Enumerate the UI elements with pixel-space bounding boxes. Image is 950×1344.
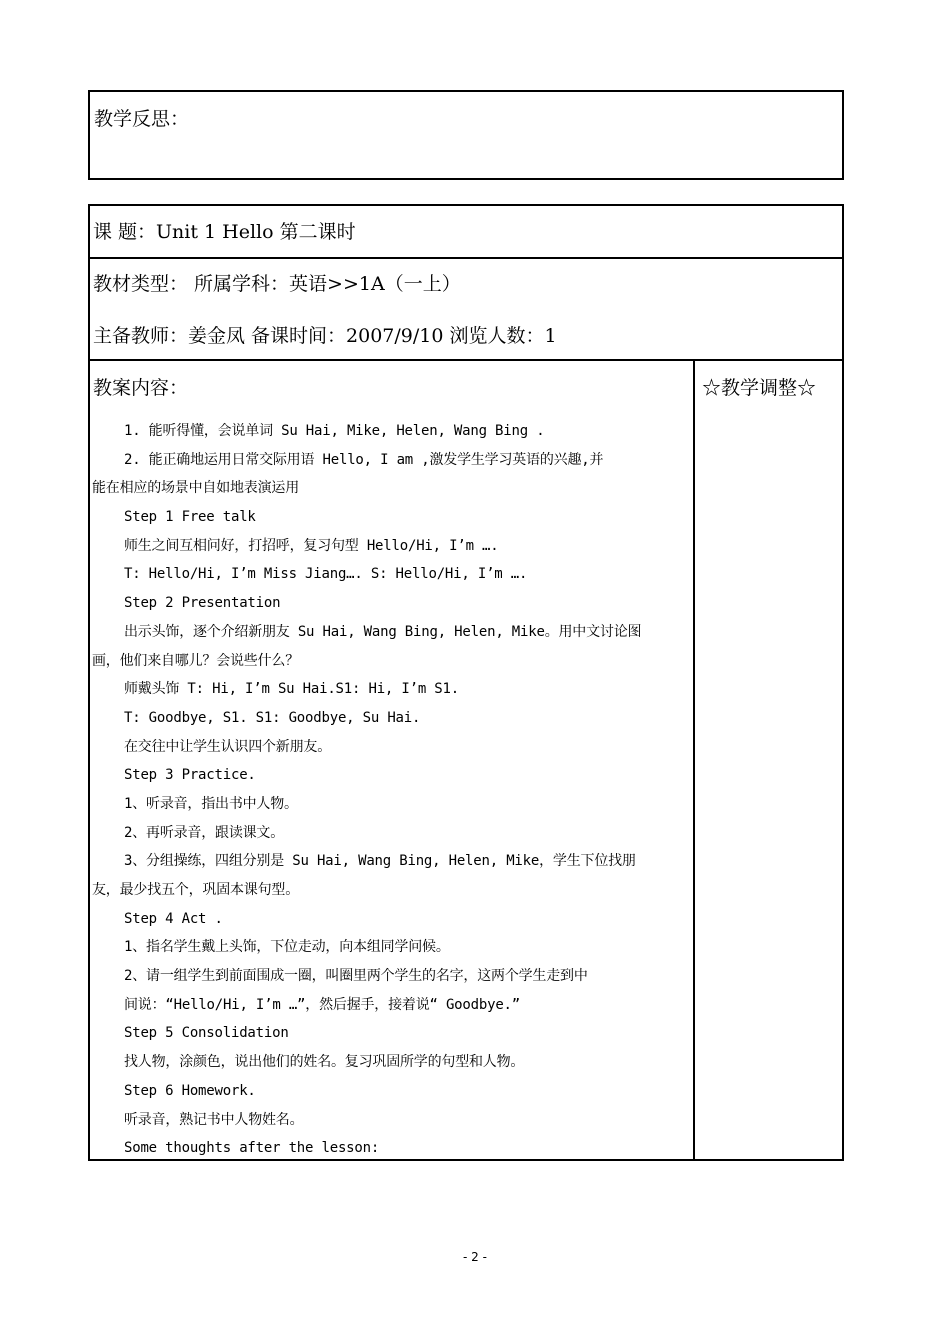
material-text: 教材类型： 所属学科：英语>>1A（一上） — [93, 273, 461, 295]
content-line: 1、指名学生戴上头饰，下位走动，向本组同学问候。 — [124, 939, 450, 956]
content-line: Step 3 Practice. — [124, 767, 256, 784]
content-line: 友，最少找五个，巩固本课句型。 — [92, 882, 299, 898]
content-line: 在交往中让学生认识四个新朋友。 — [124, 738, 331, 755]
reflection-box — [88, 90, 844, 180]
page-number: - 2 - — [463, 1250, 487, 1264]
adjust-label: ☆教学调整☆ — [702, 377, 817, 399]
content-line: 能在相应的场景中自如地表演运用 — [92, 480, 299, 497]
content-line: 听录音，熟记书中人物姓名。 — [124, 1111, 304, 1128]
content-line: 找人物，涂颜色，说出他们的姓名。复习巩固所学的句型和人物。 — [124, 1054, 525, 1071]
content-line: T: Hello/Hi, I’m Miss Jiang…. S: Hello/Hi, I’m …. — [124, 566, 528, 583]
content-line: T: Goodbye, S1. S1: Goodbye, Su Hai. — [124, 709, 421, 726]
content-line: 1、听录音，指出书中人物。 — [124, 795, 298, 812]
lesson-content — [90, 417, 693, 1163]
content-line: 间说：“Hello/Hi, I’m …”，然后握手，接着说“ Goodbye.” — [124, 996, 521, 1013]
content-line: 3、分组操练，四组分别是 Su Hai, Wang Bing, Helen, Mike，学生下位找朋 — [124, 853, 636, 870]
content-line: Step 4 Act . — [124, 910, 223, 927]
topic-text: 课 题：Unit 1 Hello 第二课时 — [93, 221, 356, 243]
info-row — [90, 259, 842, 361]
content-line: 画，他们来自哪儿？会说些什么？ — [92, 652, 299, 669]
topic-row — [90, 206, 842, 259]
content-line: Step 6 Homework. — [124, 1082, 256, 1099]
content-line: 师生之间互相问好，打招呼，复习句型 Hello/Hi, I’m …. — [124, 537, 499, 554]
reflection-label: 教学反思： — [94, 108, 190, 130]
content-line: Some thoughts after the lesson: — [124, 1140, 380, 1157]
teacher-text: 主备教师：姜金凤 备课时间：2007/9/10 浏览人数：1 — [93, 325, 557, 347]
content-line: 1. 能听得懂，会说单词 Su Hai, Mike, Helen, Wang Bing . — [124, 423, 545, 439]
column-divider — [693, 361, 695, 1159]
lesson-plan-table — [88, 204, 844, 1161]
content-line: Step 5 Consolidation — [124, 1025, 289, 1042]
content-line: 2、请一组学生到前面围成一圈，叫圈里两个学生的名字，这两个学生走到中 — [124, 968, 588, 985]
content-line: Step 1 Free talk — [124, 509, 256, 526]
content-line: Step 2 Presentation — [124, 595, 281, 612]
content-label: 教案内容： — [93, 377, 189, 399]
content-line: 2、再听录音，跟读课文。 — [124, 824, 285, 841]
content-line: 师戴头饰 T: Hi, I’m Su Hai.S1: Hi, I’m S1. — [124, 681, 459, 698]
content-line: 出示头饰，逐个介绍新朋友 Su Hai, Wang Bing, Helen, Mike。用中文讨论图 — [124, 623, 642, 640]
content-line: 2. 能正确地运用日常交际用语 Hello, I am ,激发学生学习英语的兴趣,并 — [124, 451, 604, 468]
